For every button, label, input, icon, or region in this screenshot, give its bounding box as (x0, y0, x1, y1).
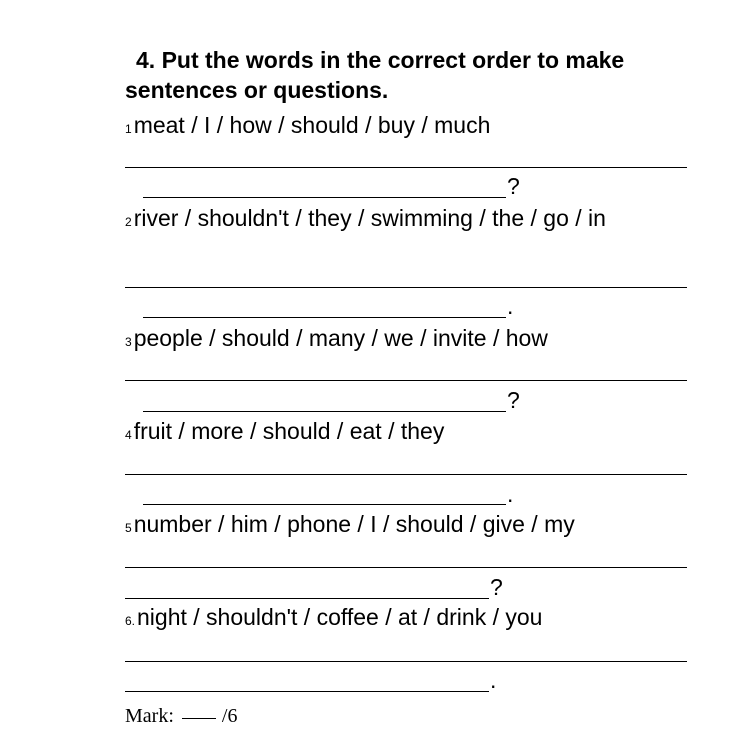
item-words: night / shouldn't / coffee / at / drink / you (137, 604, 543, 630)
item-1-end-punctuation: ? (507, 173, 520, 199)
item-words: number / him / phone / I / should / give / my (133, 511, 575, 537)
answer-line-3b[interactable] (143, 411, 506, 412)
mark-score-blank[interactable] (182, 718, 216, 719)
answer-line-6a[interactable] (125, 661, 687, 662)
mark-label: Mark: (125, 705, 174, 727)
exercise-item-1 (125, 111, 490, 143)
item-5-end-punctuation: ? (490, 574, 503, 600)
exercise-item-2 (125, 204, 606, 236)
item-2-end-punctuation: . (507, 293, 514, 319)
item-number: 1 (125, 122, 132, 136)
item-3-end-punctuation: ? (507, 387, 520, 413)
answer-line-1b[interactable] (143, 197, 506, 198)
exercise-item-5 (125, 510, 575, 542)
item-number: 5 (125, 521, 132, 535)
item-4-end-punctuation: . (507, 481, 514, 507)
item-words: river / shouldn't / they / swimming / the / go / in (133, 205, 606, 231)
item-number: 2 (125, 215, 132, 229)
answer-line-5b[interactable] (125, 598, 489, 599)
answer-line-4a[interactable] (125, 474, 687, 475)
item-6-end-punctuation: . (490, 667, 497, 693)
instruction-line-2: sentences or questions. (125, 77, 389, 103)
item-words: fruit / more / should / eat / they (133, 418, 445, 444)
item-words: people / should / many / we / invite / how (133, 325, 548, 351)
item-number: 4 (125, 428, 132, 442)
answer-line-6b[interactable] (125, 691, 489, 692)
exercise-item-3 (125, 324, 548, 356)
item-number: 6. (125, 614, 136, 628)
mark-total: /6 (221, 705, 238, 727)
exercise-item-4 (125, 417, 444, 449)
answer-line-3a[interactable] (125, 380, 687, 381)
answer-line-2a[interactable] (125, 287, 687, 288)
exercise-item-6 (125, 603, 542, 635)
answer-line-4b[interactable] (143, 504, 506, 505)
mark-score (125, 704, 237, 728)
instruction-line-1: 4. Put the words in the correct order to make (136, 47, 625, 73)
answer-line-2b[interactable] (143, 317, 506, 318)
answer-line-5a[interactable] (125, 567, 687, 568)
answer-line-1a[interactable] (125, 167, 687, 168)
item-number: 3 (125, 335, 132, 349)
item-words: meat / I / how / should / buy / much (133, 112, 491, 138)
